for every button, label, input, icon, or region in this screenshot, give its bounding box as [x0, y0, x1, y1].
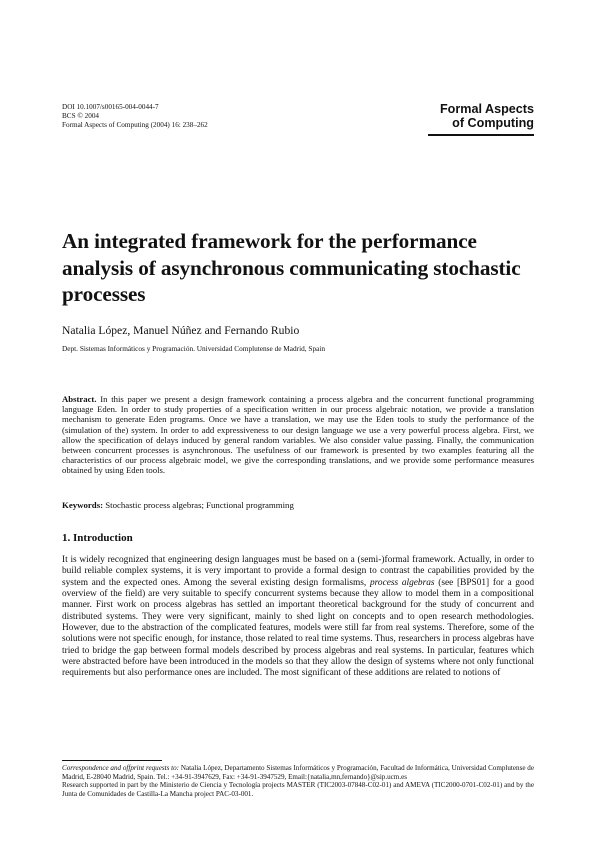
correspondence-text: Natalia López, Departamento Sistemas Informáticos y Programación, Facultad de Informática, Universidad Complutense de Madrid, E-28040 Madrid, Spain. Tel.: +34-91-3947629, Fax: +34-91-3947529, Email:{natalia,mn,fernando}@sip.ucm.es [62, 764, 535, 781]
intro-emphasis: process algebras [369, 577, 435, 588]
footnote [62, 764, 534, 798]
footnote-rule [62, 760, 162, 761]
intro-text-part1: It is widely recognized that engineering design languages must be based on a (semi-)formal framework. Actually, in order to build reliable complex systems, it is very important to provide a formal design to contrast the capabilities provided by the system and the expected ones. Among the several existing design formalisms, [62, 555, 534, 588]
authors: Natalia López, Manuel Núñez and Fernando Rubio [62, 324, 300, 337]
journal-name-line1: Formal Aspects [439, 102, 534, 116]
copyright: BCS © 2004 [62, 112, 100, 120]
journal-name-line2: of Computing [452, 115, 534, 130]
abstract [62, 394, 534, 476]
keywords [62, 500, 534, 510]
citation: Formal Aspects of Computing (2004) 16: 238–262 [62, 121, 208, 129]
journal-rule [428, 134, 534, 136]
journal-name [440, 103, 534, 130]
publication-meta [62, 103, 208, 130]
intro-paragraph [62, 555, 534, 680]
doi: DOI 10.1007/s00165-004-0044-7 [62, 103, 159, 111]
funding-note: Research supported in part by the Ministerio de Ciencia y Tecnología projects MASTER (TIC2003-07848-C02-01) and AMEVA (TIC2000-0701-C02-01) and by the Junta de Comunidades de Castilla-La Mancha project PAC-03-001. [62, 781, 534, 798]
keywords-text: Stochastic process algebras; Functional programming [105, 500, 294, 510]
keywords-label: Keywords: [62, 500, 104, 510]
abstract-label: Abstract. [62, 394, 97, 404]
correspondence-note [62, 764, 534, 781]
abstract-text: In this paper we present a design framework containing a process algebra and the concurrent functional programming language Eden. In order to study properties of a specification written in our process algebraic notation, we provide a translation mechanism to generate Eden programs. Once we have a translation, we may use the Eden tools to study the performance of the (simulation of the) system. In order to add expressiveness to our design language we use a very powerful process algebra. First, we allow the specification of delays induced by general random variables. We also consider value passing. Finally, the communication between concurrent processes is asynchronous. The usefulness of our framework is presented by two examples featuring all the characteristics of our process algebraic model, we give the corresponding translations, and we provide some performance measures obtained by using Eden tools. [62, 394, 535, 476]
paper-title: An integrated framework for the performance analysis of asynchronous communicating stochastic processes [62, 229, 521, 306]
intro-text-part2: (see [BPS01] for a good overview of the field) are very suitable to specify concurrent systems because they allow to model them in a compositional manner. First work on process algebras has settled an important theoretical background for the study of concurrent and distributed systems. They were very significant, mainly to shed light on concepts and to open research methodologies. However, due to the abstraction of the complicated features, models were still far from real systems. Therefore, some of the solutions were not specific enough, for instance, those related to real time systems. Thus, researchers in process algebras have tried to bridge the gap between formal models described by process algebras and real systems. In particular, features which were abstracted before have been introduced in the models so that they allow the design of systems where not only functional requirements but also performance ones are included. The most significant of these additions are related to notions of [62, 577, 534, 679]
section-heading: 1. Introduction [62, 532, 133, 544]
correspondence-label: Correspondence and offprint requests to: [62, 764, 180, 772]
affiliation: Dept. Sistemas Informáticos y Programación. Universidad Complutense de Madrid, Spain [62, 344, 326, 353]
